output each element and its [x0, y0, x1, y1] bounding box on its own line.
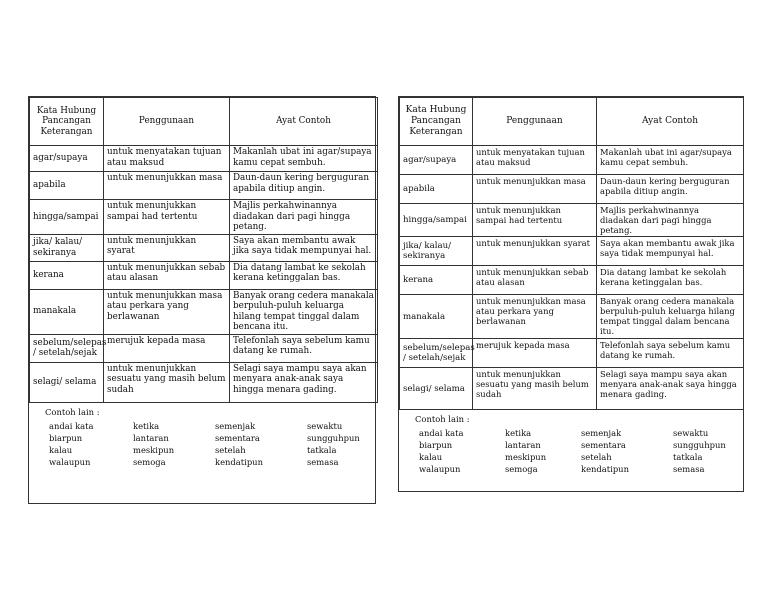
cell-example: Banyak orang cedera manakala berpuluh-puluh keluarga hilang tempat tinggal dalam bencana itu. [230, 289, 378, 334]
table-header-row [30, 98, 378, 146]
cell-conjunction: apabila [400, 175, 473, 204]
cell-example: Makanlah ubat ini agar/supaya kamu cepat sembuh. [230, 146, 378, 172]
cell-conjunction: selagi/ selama [30, 362, 104, 402]
conjunction-table-card-left [28, 96, 376, 504]
table-row [400, 146, 744, 175]
cell-usage: untuk menunjukkan masa [104, 172, 230, 200]
example-word: setelah [215, 444, 246, 455]
example-word: sementara [581, 440, 626, 451]
table-row [30, 172, 378, 200]
cell-conjunction: kerana [30, 261, 104, 289]
example-word: walaupun [419, 464, 461, 475]
example-word: kendatipun [581, 464, 629, 475]
table-row [30, 334, 378, 362]
table-row [30, 200, 378, 235]
table-header-row [400, 98, 744, 146]
cell-example: Dia datang lambat ke sekolah kerana ketinggalan bas. [230, 261, 378, 289]
conjunction-table [399, 97, 744, 410]
table-row [400, 204, 744, 237]
cell-conjunction: jika/ kalau/ sekiranya [400, 237, 473, 266]
cell-example: Selagi saya mampu saya akan menyara anak-anak saya hingga menara gading. [230, 362, 378, 402]
header-conjunction: Kata Hubung Pancangan Keterangan [30, 98, 104, 146]
other-examples [29, 403, 375, 469]
example-word: tatkala [673, 452, 703, 463]
example-word: lantaran [133, 432, 169, 443]
cell-usage: untuk menunjukkan masa [473, 175, 597, 204]
example-word: kendatipun [215, 456, 263, 467]
header-example: Ayat Contoh [597, 98, 744, 146]
header-usage: Penggunaan [104, 98, 230, 146]
table-row [400, 368, 744, 410]
cell-conjunction: selagi/ selama [400, 368, 473, 410]
other-examples-grid [45, 421, 367, 467]
cell-usage: merujuk kepada masa [104, 334, 230, 362]
header-example: Ayat Contoh [230, 98, 378, 146]
example-word: semenjak [581, 428, 622, 439]
example-word: kalau [49, 444, 73, 455]
example-word: semoga [133, 456, 166, 467]
table-row [400, 237, 744, 266]
example-word: semasa [673, 464, 705, 475]
example-word: meskipun [133, 444, 175, 455]
example-word: tatkala [307, 444, 337, 455]
cell-conjunction: jika/ kalau/ sekiranya [30, 234, 104, 261]
conjunction-table-card-right [398, 96, 744, 492]
cell-usage: untuk menyatakan tujuan atau maksud [104, 146, 230, 172]
example-word: lantaran [505, 440, 541, 451]
cell-example: Dia datang lambat ke sekolah kerana ketinggalan bas. [597, 266, 744, 295]
cell-example: Makanlah ubat ini agar/supaya kamu cepat sembuh. [597, 146, 744, 175]
cell-usage: untuk menunjukkan sesuatu yang masih belum sudah [473, 368, 597, 410]
cell-conjunction: hingga/sampai [400, 204, 473, 237]
example-word: andai kata [419, 428, 464, 439]
cell-example: Saya akan membantu awak jika saya tidak mempunyai hal. [597, 237, 744, 266]
example-word: semoga [505, 464, 538, 475]
example-word: biarpun [49, 432, 83, 443]
example-word: sementara [215, 432, 260, 443]
table-row [30, 289, 378, 334]
cell-conjunction: hingga/sampai [30, 200, 104, 235]
table-row [400, 266, 744, 295]
cell-usage: merujuk kepada masa [473, 339, 597, 368]
example-word: setelah [581, 452, 612, 463]
example-word: sewaktu [307, 420, 343, 431]
table-row [30, 234, 378, 261]
example-word: kalau [419, 452, 443, 463]
example-word: ketika [505, 428, 532, 439]
cell-example: Telefonlah saya sebelum kamu datang ke rumah. [230, 334, 378, 362]
example-word: ketika [133, 420, 160, 431]
table-row [400, 295, 744, 339]
cell-example: Daun-daun kering berguguran apabila ditiup angin. [230, 172, 378, 200]
cell-example: Majlis perkahwinannya diadakan dari pagi hingga petang. [230, 200, 378, 235]
example-word: sungguhpun [673, 440, 726, 451]
cell-conjunction: sebelum/selepas / setelah/sejak [400, 339, 473, 368]
cell-usage: untuk menunjukkan sampai had tertentu [473, 204, 597, 237]
other-examples-title: Contoh lain : [415, 414, 470, 425]
table-row [400, 175, 744, 204]
cell-conjunction: kerana [400, 266, 473, 295]
example-word: meskipun [505, 452, 547, 463]
example-word: semasa [307, 456, 339, 467]
cell-conjunction: manakala [30, 289, 104, 334]
cell-usage: untuk menunjukkan masa atau perkara yang berlawanan [473, 295, 597, 339]
example-word: semenjak [215, 420, 256, 431]
cell-example: Daun-daun kering berguguran apabila ditiup angin. [597, 175, 744, 204]
other-examples [399, 410, 743, 476]
example-word: sungguhpun [307, 432, 360, 443]
cell-conjunction: manakala [400, 295, 473, 339]
example-word: sewaktu [673, 428, 709, 439]
table-row [30, 146, 378, 172]
cell-conjunction: sebelum/selepas / setelah/sejak [30, 334, 104, 362]
cell-example: Telefonlah saya sebelum kamu datang ke rumah. [597, 339, 744, 368]
cell-conjunction: agar/supaya [30, 146, 104, 172]
cell-usage: untuk menyatakan tujuan atau maksud [473, 146, 597, 175]
cell-usage: untuk menunjukkan syarat [473, 237, 597, 266]
cell-usage: untuk menunjukkan masa atau perkara yang berlawanan [104, 289, 230, 334]
cell-conjunction: agar/supaya [400, 146, 473, 175]
cell-example: Banyak orang cedera manakala berpuluh-puluh keluarga hilang tempat tinggal dalam bencana itu. [597, 295, 744, 339]
example-word: walaupun [49, 456, 91, 467]
cell-example: Saya akan membantu awak jika saya tidak mempunyai hal. [230, 234, 378, 261]
example-word: andai kata [49, 420, 94, 431]
table-row [400, 339, 744, 368]
header-conjunction: Kata Hubung Pancangan Keterangan [400, 98, 473, 146]
cell-usage: untuk menunjukkan sebab atau alasan [473, 266, 597, 295]
cell-example: Majlis perkahwinannya diadakan dari pagi hingga petang. [597, 204, 744, 237]
cell-conjunction: apabila [30, 172, 104, 200]
other-examples-grid [415, 428, 735, 474]
cell-usage: untuk menunjukkan syarat [104, 234, 230, 261]
example-word: biarpun [419, 440, 453, 451]
cell-usage: untuk menunjukkan sebab atau alasan [104, 261, 230, 289]
table-row [30, 362, 378, 402]
header-usage: Penggunaan [473, 98, 597, 146]
cell-example: Selagi saya mampu saya akan menyara anak-anak saya hingga menara gading. [597, 368, 744, 410]
cell-usage: untuk menunjukkan sesuatu yang masih belum sudah [104, 362, 230, 402]
table-row [30, 261, 378, 289]
conjunction-table [29, 97, 378, 403]
cell-usage: untuk menunjukkan sampai had tertentu [104, 200, 230, 235]
other-examples-title: Contoh lain : [45, 406, 100, 417]
